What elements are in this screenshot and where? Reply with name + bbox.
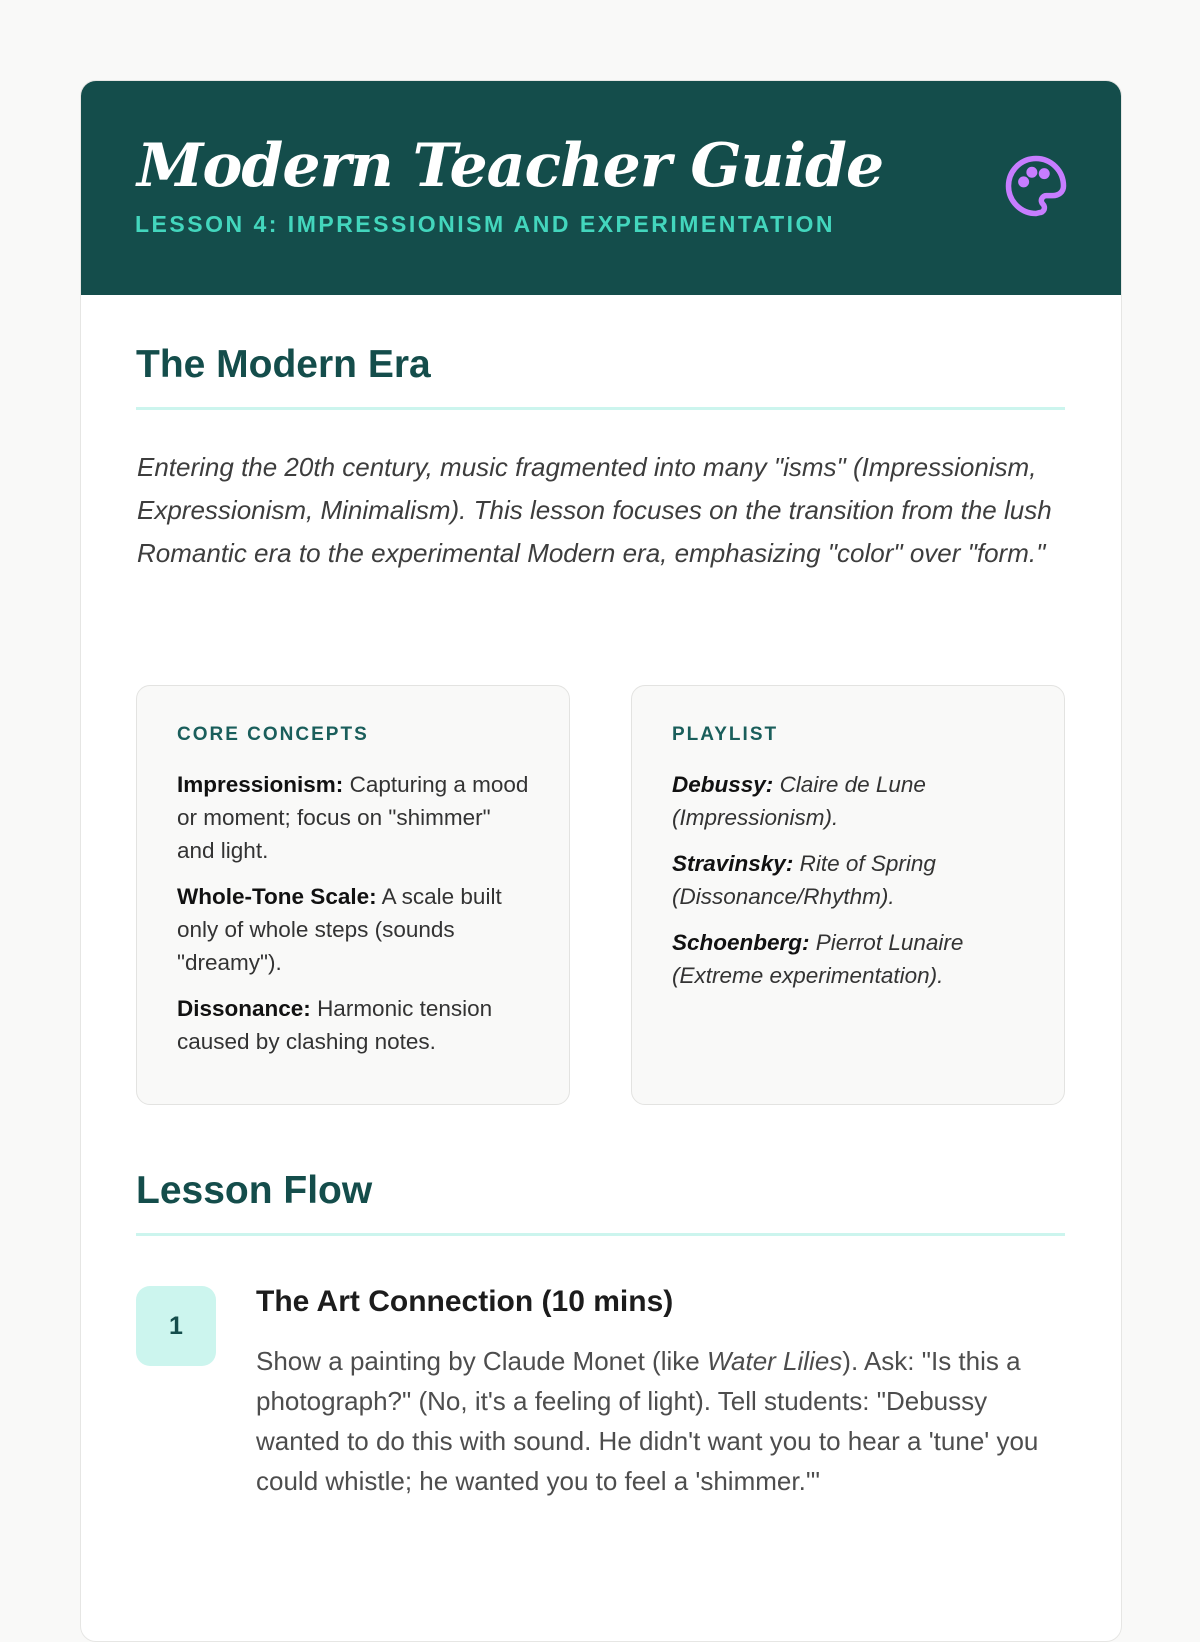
concept-item: Whole-Tone Scale: A scale built only of whole steps (sounds "dreamy"). (177, 884, 502, 975)
lesson-subtitle: LESSON 4: IMPRESSIONISM AND EXPERIMENTATION (135, 211, 836, 237)
modern-era-heading: The Modern Era (136, 343, 431, 386)
concept-item: Impressionism: Capturing a mood or moment; focus on "shimmer" and light. (177, 772, 529, 863)
playlist-item: Stravinsky: Rite of Spring (Dissonance/Rhythm). (672, 851, 936, 909)
playlist-item: Schoenberg: Pierrot Lunaire (Extreme experimentation). (672, 930, 964, 988)
header-banner (81, 81, 1121, 295)
artwork-title: Water Lilies (706, 1346, 843, 1376)
page-title: Modern Teacher Guide (137, 131, 884, 201)
guide-card (80, 80, 1122, 1642)
step-number-badge: 1 (136, 1286, 216, 1366)
lesson-flow-heading: Lesson Flow (136, 1169, 373, 1212)
playlist-heading: PLAYLIST (672, 724, 779, 745)
section-divider (136, 1233, 1065, 1236)
playlist-box (631, 685, 1065, 1105)
palette-icon (1003, 153, 1069, 219)
step-description: Show a painting by Claude Monet (like Water Lilies). Ask: "Is this a photograph?" (No, it's a feeling of light). Tell students: "Debussy wanted to do this with sound. He didn't want you to hear a 'tune' you could whistle; he wanted you to feel a 'shimmer.'" (256, 1346, 1039, 1496)
playlist-item: Debussy: Claire de Lune (Impressionism). (672, 772, 926, 830)
concept-item: Dissonance: Harmonic tension caused by clashing notes. (177, 996, 493, 1054)
section-divider (136, 407, 1065, 410)
step-title: The Art Connection (10 mins) (256, 1285, 674, 1318)
core-concepts-heading: CORE CONCEPTS (177, 724, 369, 745)
core-concepts-box (136, 685, 570, 1105)
era-intro-text: Entering the 20th century, music fragmented into many "isms" (Impressionism, Expressionism, Minimalism). This lesson focuses on the transition from the lush Romantic era to the experimental Modern era, emphasizing "color" over "form." (137, 452, 1052, 568)
